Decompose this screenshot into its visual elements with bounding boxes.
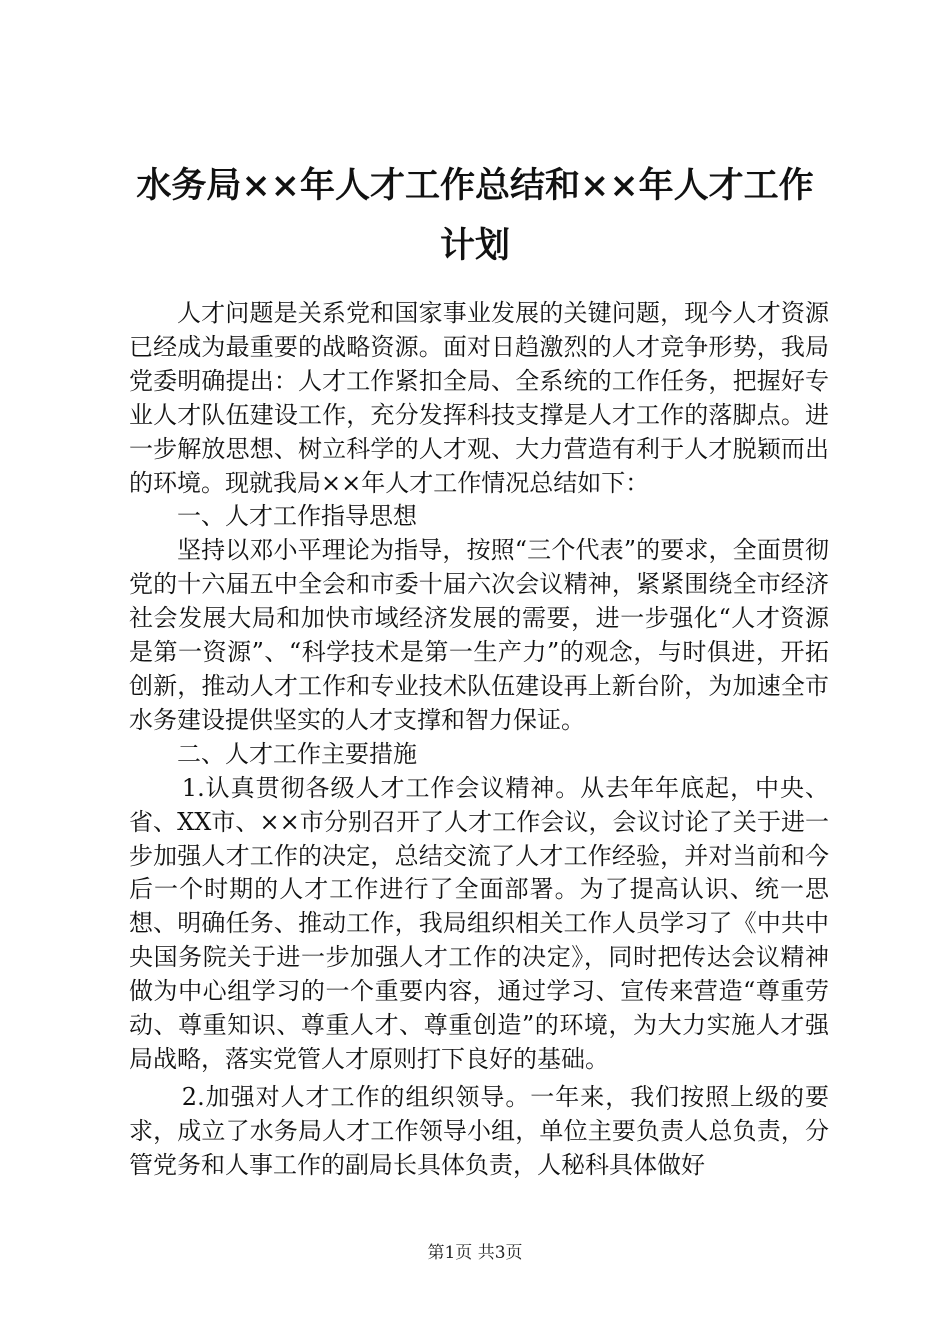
guiding-thought-paragraph: 坚持以邓小平理论为指导，按照“三个代表”的要求，全面贯彻党的十六届五中全会和市委十届六次会议精神，紧紧围绕全市经济社会发展大局和加快市域经济发展的需要，进一步强化“人才资源是第一资源”、“科学技术是第一生产力”的观念，与时俱进，开拓创新，推动人才工作和专业技术队伍建设再上新台阶，为加速全市水务建设提供坚实的人才支撑和智力保证。 — [129, 536, 829, 734]
page-number-footer: 第1页 共3页 — [427, 1243, 523, 1263]
document-title-line-1: 水务局××年人才工作总结和××年人才工作 — [136, 165, 814, 206]
intro-paragraph: 人才问题是关系党和国家事业发展的关键问题，现今人才资源已经成为最重要的战略资源。面对日趋激烈的人才竞争形势，我局党委明确提出：人才工作紧扣全局、全系统的工作任务，把握好专业人才队伍建设工作，充分发挥科技支撑是人才工作的落脚点。进一步解放思想、树立科学的人才观、大力营造有利于人才脱颖而出的环境。现就我局××年人才工作情况总结如下： — [129, 299, 829, 497]
section-heading-main-measures: 二、人才工作主要措施 — [177, 739, 417, 768]
measure-item-2: 2.加强对人才工作的组织领导。一年来，我们按照上级的要求，成立了水务局人才工作领导小组，单位主要负责人总负责，分管党务和人事工作的副局长具体负责，人秘科具体做好 — [129, 1082, 829, 1179]
document-body — [129, 297, 829, 1183]
measure-item-1: 1.认真贯彻各级人才工作会议精神。从去年年底起，中央、省、XX市、××市分别召开了人才工作会议，会议讨论了关于进一步加强人才工作的决定，总结交流了人才工作经验，并对当前和今后一个时期的人才工作进行了全面部署。为了提高认识、统一思想、明确任务、推动工作，我局组织相关工作人员学习了《中共中央国务院关于进一步加强人才工作的决定》，同时把传达会议精神做为中心组学习的一个重要内容，通过学习、宣传来营造“尊重劳动、尊重知识、尊重人才、尊重创造”的环境，为大力实施人才强局战略，落实党管人才原则打下良好的基础。 — [129, 773, 829, 1073]
section-heading-guiding-thought: 一、人才工作指导思想 — [177, 502, 417, 531]
document-title-line-2: 计划 — [439, 225, 510, 266]
